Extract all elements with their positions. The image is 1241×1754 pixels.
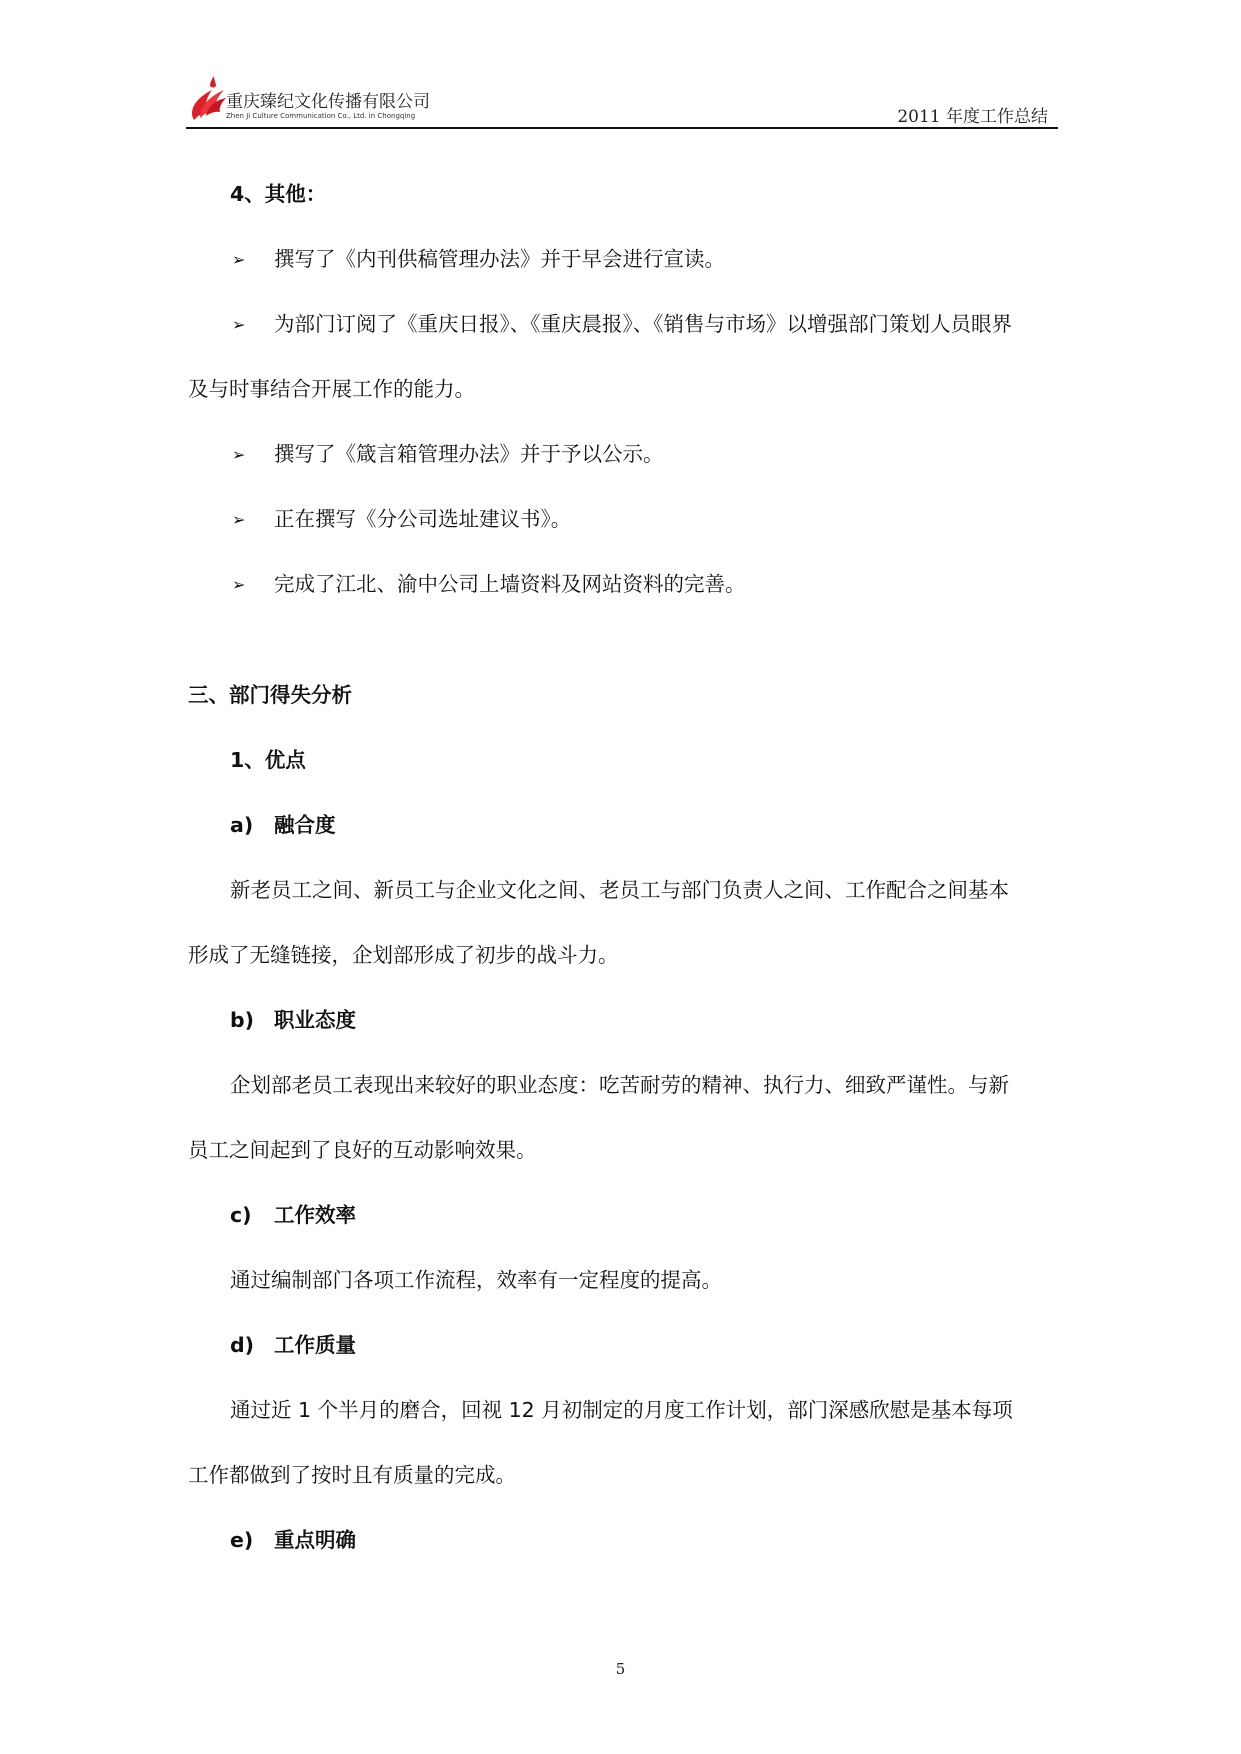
item-title: 融合度 <box>274 813 336 837</box>
paragraph-line: 工作都做到了按时且有质量的完成。 <box>188 1463 516 1487</box>
document-body <box>188 162 1056 1573</box>
item-label: d) <box>230 1333 255 1357</box>
paragraph-line: 企划部老员工表现出来较好的职业态度：吃苦耐劳的精神、执行力、细致严谨性。与新 <box>230 1073 1009 1097</box>
subsection-1-heading: 1、优点 <box>230 748 306 772</box>
arrow-bullet-icon: ➢ <box>232 315 246 334</box>
item-d-heading <box>188 1313 1056 1378</box>
item-title: 职业态度 <box>274 1008 356 1032</box>
bullet-text: 撰写了《箴言箱管理办法》并于予以公示。 <box>274 442 664 466</box>
item-label: b) <box>230 1008 255 1032</box>
header-divider <box>186 127 1058 129</box>
paragraph-line: 员工之间起到了良好的互动影响效果。 <box>188 1138 537 1162</box>
spacer <box>188 617 1056 663</box>
item-title: 重点明确 <box>274 1528 356 1552</box>
bullet-continuation: 及与时事结合开展工作的能力。 <box>188 377 475 401</box>
document-title: 2011 年度工作总结 <box>897 107 1048 127</box>
bullet-text: 完成了江北、渝中公司上墙资料及网站资料的完善。 <box>274 572 746 596</box>
company-name-block <box>226 92 430 121</box>
paragraph-line: 新老员工之间、新员工与企业文化之间、老员工与部门负责人之间、工作配合之间基本 <box>230 878 1009 902</box>
bullet-item <box>188 552 1056 617</box>
company-name-cn: 重庆臻纪文化传播有限公司 <box>226 92 430 112</box>
item-e-heading <box>188 1508 1056 1573</box>
bullet-item <box>188 487 1056 552</box>
bullet-text: 正在撰写《分公司选址建议书》。 <box>274 507 572 531</box>
item-a-heading <box>188 793 1056 858</box>
arrow-bullet-icon: ➢ <box>232 250 246 269</box>
page-number: 5 <box>615 1660 626 1678</box>
arrow-bullet-icon: ➢ <box>232 445 246 464</box>
bullet-item <box>188 227 1056 292</box>
item-title: 工作效率 <box>274 1203 356 1227</box>
arrow-bullet-icon: ➢ <box>232 575 246 594</box>
bullet-item <box>188 422 1056 487</box>
paragraph-line: 通过近 1 个半月的磨合，回视 12 月初制定的月度工作计划，部门深感欣慰是基本每项 <box>230 1398 1013 1422</box>
paragraph-line: 形成了无缝链接，企划部形成了初步的战斗力。 <box>188 943 619 967</box>
item-label: e) <box>230 1528 254 1552</box>
item-c-heading <box>188 1183 1056 1248</box>
item-title: 工作质量 <box>274 1333 356 1357</box>
item-label: c) <box>230 1203 252 1227</box>
company-name-en: Zhen Ji Culture Communication Co., Ltd. in Chongqing <box>226 112 416 120</box>
page-header <box>186 72 1058 130</box>
item-b-heading <box>188 988 1056 1053</box>
paragraph-line: 通过编制部门各项工作流程，效率有一定程度的提高。 <box>230 1268 722 1292</box>
section-4-heading: 4、其他： <box>230 182 327 206</box>
flame-logo-icon <box>186 76 228 122</box>
bullet-text: 为部门订阅了《重庆日报》、《重庆晨报》、《销售与市场》以增强部门策划人员眼界 <box>274 312 1012 336</box>
arrow-bullet-icon: ➢ <box>232 510 246 529</box>
bullet-item <box>188 292 1056 357</box>
bullet-text: 撰写了《内刊供稿管理办法》并于早会进行宣读。 <box>274 247 725 271</box>
section-3-heading: 三、部门得失分析 <box>188 683 352 707</box>
item-label: a) <box>230 813 254 837</box>
